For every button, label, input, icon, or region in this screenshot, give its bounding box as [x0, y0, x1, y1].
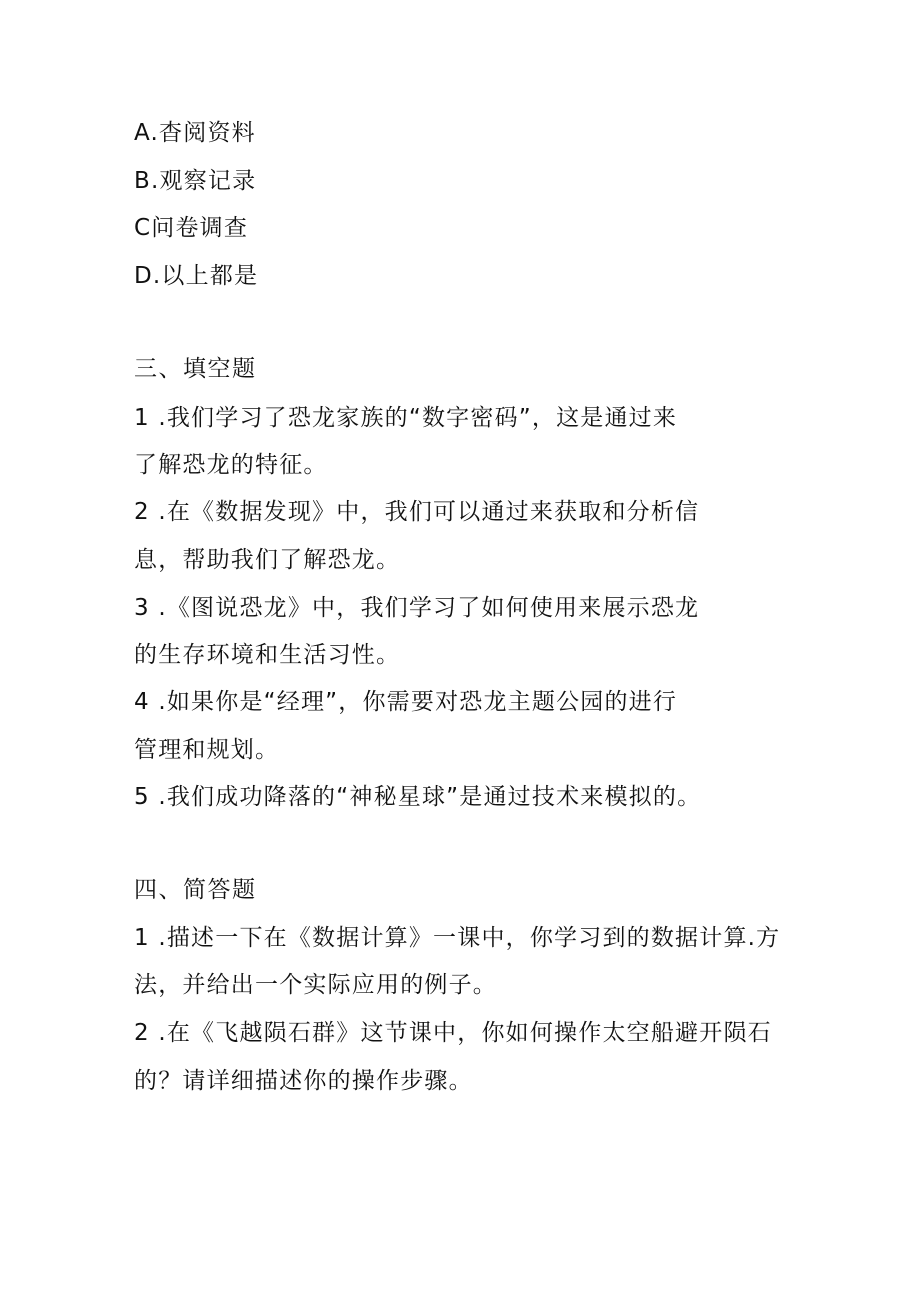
- fill-blank-q3-line1: 3 .《图说恐龙》中，我们学习了如何使用来展示恐龙: [134, 595, 700, 621]
- choice-c: C问卷调查: [134, 215, 249, 241]
- fill-blank-q5-line1: 5 .我们成功降落的“神秘星球”是通过技术来模拟的。: [134, 784, 702, 810]
- section4-heading: 四、简答题: [134, 877, 257, 903]
- fill-blank-q1-line1: 1 .我们学习了恐龙家族的“数字密码”，这是通过来: [134, 405, 678, 431]
- choice-a: A.杳阅资料: [134, 120, 256, 146]
- short-answer-q2-line1: 2 .在《飞越陨石群》这节课中，你如何操作太空船避开陨石: [134, 1020, 772, 1046]
- fill-blank-q2-line2: 息，帮助我们了解恐龙。: [134, 547, 401, 573]
- fill-blank-q4-line2: 管理和规划。: [134, 737, 280, 763]
- fill-blank-q2-line1: 2 .在《数据发现》中，我们可以通过来获取和分析信: [134, 499, 700, 525]
- choice-b: B.观察记录: [134, 168, 257, 194]
- choice-d: D.以上都是: [134, 263, 259, 289]
- fill-blank-q3-line2: 的生存环境和生活习性。: [134, 642, 401, 668]
- short-answer-q2-line2: 的？请详细描述你的操作步骤。: [134, 1068, 473, 1094]
- fill-blank-q1-line2: 了解恐龙的特征。: [134, 452, 328, 478]
- section3-heading: 三、填空题: [134, 356, 257, 382]
- short-answer-q1-line2: 法，并给出一个实际应用的例子。: [134, 972, 497, 998]
- fill-blank-q4-line1: 4 .如果你是“经理”，你需要对恐龙主题公园的进行: [134, 689, 678, 715]
- short-answer-q1-line1: 1 .描述一下在《数据计算》一课中，你学习到的数据计算.方: [134, 925, 781, 951]
